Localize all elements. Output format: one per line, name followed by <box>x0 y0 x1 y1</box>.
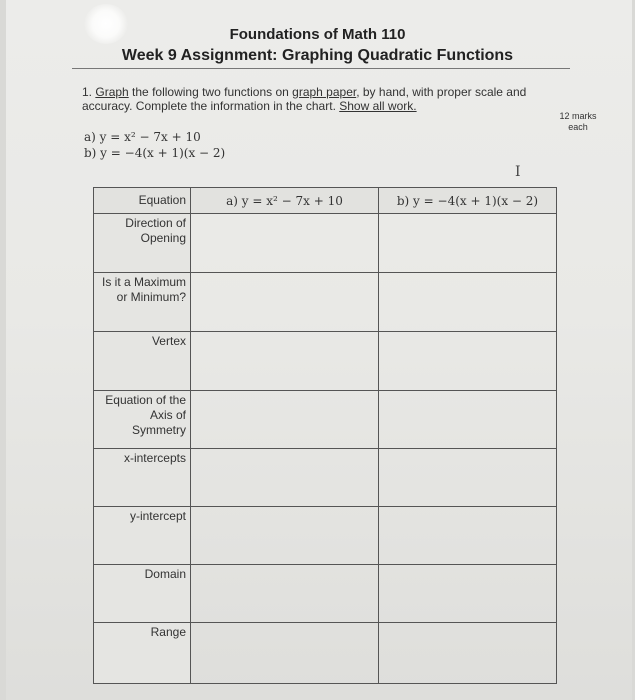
text-cursor-icon: I <box>515 164 521 180</box>
row-label-line: or Minimum? <box>116 290 186 304</box>
table-row <box>94 332 557 391</box>
answer-cell-a[interactable] <box>191 565 379 623</box>
row-label-line: Equation of the <box>105 393 186 407</box>
question-instructions <box>82 85 552 113</box>
column-header-b: b) y = −4(x + 1)(x − 2) <box>379 188 557 214</box>
assignment-title: Week 9 Assignment: Graphing Quadratic Functions <box>121 47 514 64</box>
show-all-work-text: Show all work. <box>339 99 417 113</box>
answer-cell-a[interactable] <box>191 623 379 684</box>
table-row <box>94 214 557 273</box>
answer-cell-b[interactable] <box>379 391 557 449</box>
row-label <box>94 449 191 507</box>
row-label-line: x-intercepts <box>123 451 186 465</box>
row-label-line: Vertex <box>151 334 186 348</box>
graph-paper-text: graph paper <box>292 85 357 99</box>
table-row <box>94 391 557 449</box>
answer-cell-b[interactable] <box>379 565 557 623</box>
instruction-text-1: the following two functions on <box>128 85 293 99</box>
row-label-line: Is it a Maximum <box>101 275 186 289</box>
row-label-line: Range <box>150 625 186 639</box>
answer-cell-b[interactable] <box>379 273 557 332</box>
course-title: Foundations of Math 110 <box>229 26 406 43</box>
answer-cell-a[interactable] <box>191 332 379 391</box>
table-row <box>94 623 557 684</box>
row-label-line: Axis of <box>149 408 186 422</box>
answer-cell-a[interactable] <box>191 391 379 449</box>
row-label-line: Opening <box>140 231 186 245</box>
column-header-a: a) y = x² − 7x + 10 <box>191 188 379 214</box>
answer-cell-a[interactable] <box>191 214 379 273</box>
table-row <box>94 273 557 332</box>
marks-value: 12 marks <box>559 111 597 121</box>
row-label-line: y-intercept <box>129 509 186 523</box>
graph-word: Graph <box>95 85 129 99</box>
marks-each: each <box>568 122 588 132</box>
table-row <box>94 449 557 507</box>
answer-cell-b[interactable] <box>379 214 557 273</box>
marks-note <box>552 111 604 133</box>
equation-header: Equation <box>94 188 191 214</box>
function-b: b) y = −4(x + 1)(x − 2) <box>84 146 226 160</box>
answer-cell-a[interactable] <box>191 273 379 332</box>
row-label <box>94 623 191 684</box>
row-label-line: Domain <box>144 567 186 581</box>
row-label <box>94 273 191 332</box>
function-properties-table <box>93 187 557 684</box>
row-label <box>94 391 191 449</box>
table-row <box>94 507 557 565</box>
answer-cell-b[interactable] <box>379 449 557 507</box>
title-divider <box>72 68 570 69</box>
function-a: a) y = x² − 7x + 10 <box>84 130 201 144</box>
answer-cell-a[interactable] <box>191 507 379 565</box>
table-header-row <box>94 188 557 214</box>
answer-cell-b[interactable] <box>379 332 557 391</box>
question-number: 1. <box>82 85 93 99</box>
answer-cell-a[interactable] <box>191 449 379 507</box>
row-label <box>94 507 191 565</box>
row-label-line: Direction of <box>125 216 186 230</box>
answer-cell-b[interactable] <box>379 623 557 684</box>
row-label-line: Symmetry <box>132 423 186 437</box>
row-label <box>94 565 191 623</box>
answer-cell-b[interactable] <box>379 507 557 565</box>
row-label <box>94 214 191 273</box>
table-row <box>94 565 557 623</box>
row-label <box>94 332 191 391</box>
instruction-text-2: , by hand, with proper scale and accuracy. Complete the information in the chart. <box>82 85 527 113</box>
